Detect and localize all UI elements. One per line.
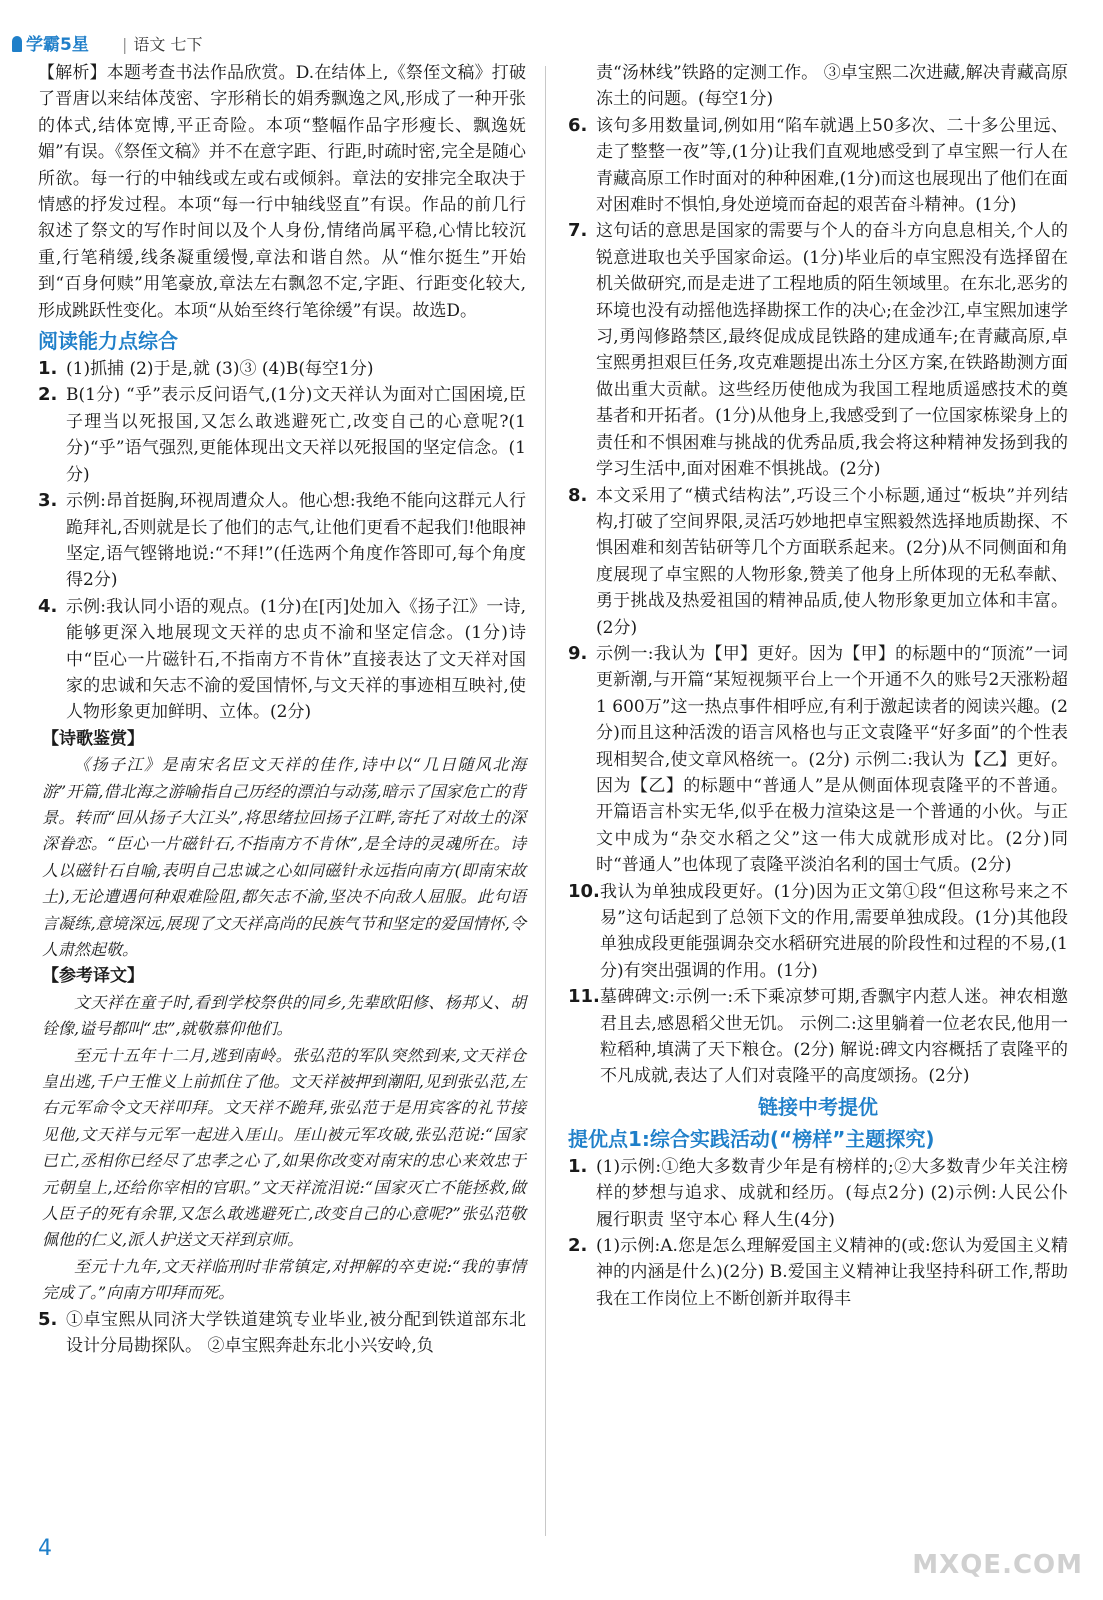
- column-divider: [545, 66, 546, 1536]
- subject-label: [122, 32, 202, 55]
- item-number: 2.: [38, 384, 58, 406]
- answer-item: [568, 641, 1068, 879]
- item-text: 示例一:我认为【甲】更好。因为【甲】的标题中的“顶流”一词更新潮,与开篇“某短视频平台上一个开通不久的账号2天涨粉超1 600万”这一热点事件相呼应,有利于激起读者的阅读兴趣。(2分)而且这种活泼的语言风格也与正文袁隆平“好多面”的个性表现相契合,使文章风格统一。(2分) 示例二:我认为【乙】更好。因为【乙】的标题中“普通人”是从侧面体现袁隆平的不普通。开篇语言朴实无华,似乎在极力渲染这是一个普通的小伙。与正文中成为“杂交水稻之父”这一伟大成就形成对比。(2分)同时“普通人”也体现了袁隆平淡泊名利的国士气质。(2分): [596, 643, 1068, 876]
- item-number: 3.: [38, 490, 58, 512]
- answer-item: [568, 218, 1068, 482]
- item-text: 责“汤林线”铁路的定测工作。 ③卓宝熙二次进藏,解决青藏高原冻土的问题。(每空1分): [596, 63, 1068, 110]
- translation-paragraph: 至元十九年,文天祥临刑时非常镇定,对押解的卒吏说:“我的事情完成了。”向南方叩拜而死。: [42, 1256, 526, 1303]
- item-number: 8.: [568, 484, 588, 506]
- answer-item: [568, 113, 1068, 219]
- answer-item: [568, 1233, 1068, 1312]
- poem-appreciation: [38, 726, 526, 1307]
- translation-paragraph: 至元十五年十二月,逃到南岭。张弘范的军队突然到来,文天祥仓皇出逃,千户王惟义上前抓住了他。文天祥被押到潮阳,见到张弘范,左右元军命令文天祥叩拜。文天祥不跪拜,张弘范于是用宾客的礼节接见他,文天祥与元军一起进入厓山。厓山被元军攻破,张弘范说:“国家已亡,丞相你已经尽了忠孝之心了,如果你改变对南宋的忠心来效忠于元朝皇上,还给你宰相的官职。”文天祥流泪说:“国家灭亡不能拯救,做人臣子的死有余罪,又怎么敢逃避死亡,改变自己的心意呢?”张弘范敬佩他的仁义,派人护送文天祥到京师。: [42, 1045, 526, 1250]
- item-text: 本文采用了“横式结构法”,巧设三个小标题,通过“板块”并列结构,打破了空间界限,灵活巧妙地把卓宝熙毅然选择地质勘探、不惧困难和刻苦钻研等几个方面联系起来。(2分)从不同侧面和角度展现了卓宝熙的人物形象,赞美了他身上所体现的无私奉献、勇于挑战及热爱祖国的精神品质,使人物形象更加立体和丰富。(2分): [596, 485, 1068, 638]
- translation-title: 【参考译文】: [42, 966, 144, 987]
- item-number: 5.: [38, 1308, 58, 1330]
- translation-paragraph: 文天祥在童子时,看到学校祭供的同乡,先辈欧阳修、杨邦乂、胡铨像,谥号都叫“忠”,就敬慕仰他们。: [42, 992, 526, 1039]
- item-text: 我认为单独成段更好。(1分)因为正文第①段“但这称号来之不易”这句话起到了总领下文的作用,需要单独成段。(1分)其他段单独成段更能强调杂交水稻研究进展的阶段性和过程的不易,(1分)有突出强调的作用。(1分): [600, 881, 1068, 981]
- item-number: 9.: [568, 642, 588, 664]
- item-text: (1)抓捕 (2)于是,就 (3)③ (4)B(每空1分): [66, 359, 374, 380]
- item-text: (1)示例:A.您是怎么理解爱国主义精神的(或:您认为爱国主义精神的内涵是什么)(2分) B.爱国主义精神让我坚持科研工作,帮助我在工作岗位上不断创新并取得丰: [596, 1236, 1068, 1309]
- poem-text: 《扬子江》是南宋名臣文天祥的佳作,诗中以“几日随风北海游”开篇,借北海之游喻指自己历经的漂泊与动荡,暗示了国家危亡的背景。转而“回从扬子大江头”,将思绪拉回扬子江畔,寄托了对故土的深深眷恋。“臣心一片磁针石,不指南方不肯休”,是全诗的灵魂所在。诗人以磁针石自喻,表明自己忠诚之心如同磁针永远指向南方(即南宋故土),无论遭遇何种艰难险阻,都矢志不渝,坚决不向敌人屈服。此句语言凝练,意境深远,展现了文天祥高尚的民族气节和坚定的爱国情怀,令人肃然起敬。: [42, 755, 526, 959]
- item-number: 1.: [568, 1155, 588, 1177]
- item-text: ①卓宝熙从同济大学铁道建筑专业毕业,被分配到铁道部东北设计分局勘探队。 ②卓宝熙奔赴东北小兴安岭,负: [66, 1309, 526, 1357]
- answer-item: [568, 984, 1068, 1090]
- header-separator: |: [122, 35, 128, 54]
- item-number: 10.: [568, 880, 600, 902]
- watermark: MXQE.COM: [912, 1550, 1083, 1580]
- item-text: 示例:我认同小语的观点。(1分)在[丙]处加入《扬子江》一诗,能够更深入地展现文天祥的忠贞不渝和坚定信念。(1分)诗中“臣心一片磁针石,不指南方不肯休”直接表达了文天祥对国家的忠诚和矢志不渝的爱国情怀,与文天祥的事迹相互映衬,使人物形象更加鲜明、立体。(2分): [66, 596, 526, 723]
- subject-text: 语文 七下: [133, 35, 203, 54]
- brand-logo: [12, 30, 89, 55]
- left-column: [38, 60, 526, 1360]
- item-number: 11.: [568, 986, 600, 1008]
- item-text: 墓碑碑文:示例一:禾下乘凉梦可期,香飘宇内惹人迷。神农相邀君且去,感恩稻父世无饥。 示例二:这里躺着一位老农民,他用一粒稻种,填满了天下粮仓。(2分) 解说:碑文内容概括了袁隆平的不凡成就,表达了人们对袁隆平的高度颂扬。(2分): [600, 987, 1068, 1087]
- section-title-tip: 提优点1:综合实践活动(“榜样”主题探究): [568, 1126, 935, 1151]
- item-text: 这句话的意思是国家的需要与个人的奋斗方向息息相关,个人的锐意进取也关乎国家命运。(1分)毕业后的卓宝熙没有选择留在机关做研究,而是走进了工程地质的陌生领域里。在东北,恶劣的环境也没有动摇他选择勘探工作的决心;在金沙江,卓宝熙加速学习,勇闯修路禁区,最终促成成昆铁路的建成通车;在青藏高原,卓宝熙勇担艰巨任务,攻克难题提出冻土分区方案,在铁路勘测方面做出重大贡献。这些经历使他成为我国工程地质遥感技术的奠基者和开拓者。(1分)从他身上,我感受到了一位国家栋梁身上的责任和不惧困难与挑战的优秀品质,我会将这种精神发扬到我的学习生活中,面对困难不惧挑战。(2分): [596, 221, 1068, 480]
- item-number: 1.: [38, 358, 58, 380]
- answer-item: [568, 1154, 1068, 1233]
- item-text: 该句多用数量词,例如用“陷车就遇上50多次、二十多公里远、走了整整一夜”等,(1分)让我们直观地感受到了卓宝熙一行人在青藏高原工作时面对的种种困难,(1分)而这也展现出了他们在面对困难时不惧怕,身处逆境而奋起的艰苦奋斗精神。(1分): [596, 115, 1068, 216]
- answer-item: [38, 382, 526, 488]
- section-title-reading: 阅读能力点综合: [38, 329, 178, 354]
- answer-item: [568, 483, 1068, 641]
- analysis-paragraph: 【解析】本题考查书法作品欣赏。D.在结体上,《祭侄文稿》打破了晋唐以来结体茂密、字形稍长的娟秀飘逸之风,形成了一种开张的体式,结体宽博,平正奇险。本项“整幅作品字形瘦长、飘逸妩媚”有误。《祭侄文稿》并不在意字距、行距,时疏时密,完全是随心所欲。每一行的中轴线或左或右或倾斜。章法的安排完全取决于情感的抒发过程。本项“每一行中轴线竖直”有误。作品的前几行叙述了祭文的写作时间以及个人身份,情绪尚属平稳,心情比较沉重,行笔稍缓,线条凝重缓慢,章法和谐自然。从“惟尔挺生”开始到“百身何赎”用笔豪放,章法左右飘忽不定,字距、行距变化较大,形成跳跃性变化。本项“从始至终行笔徐缓”有误。故选D。: [38, 63, 526, 321]
- answer-item: [38, 1307, 526, 1360]
- answer-item: [38, 488, 526, 594]
- brand-name: 学霸5星: [26, 35, 89, 55]
- page-header: [0, 0, 1103, 60]
- poem-title: 【诗歌鉴赏】: [42, 728, 144, 749]
- answer-item: [38, 356, 526, 382]
- item-number: 2.: [568, 1235, 588, 1257]
- item-text: (1)示例:①绝大多数青少年是有榜样的;②大多数青少年关注榜样的梦想与追求、成就和经历。(每点2分) (2)示例:人民公仆 履行职责 坚守本心 释人生(4分): [596, 1156, 1068, 1230]
- answer-item-continued: [568, 60, 1068, 113]
- item-text: 示例:昂首挺胸,环视周遭众人。他心想:我绝不能向这群元人行跪拜礼,否则就是长了他们的志气,让他们更看不起我们!他眼神坚定,语气铿锵地说:“不拜!”(任选两个角度作答即可,每个角度得2分): [66, 491, 526, 591]
- answer-item: [38, 594, 526, 726]
- item-number: 4.: [38, 595, 58, 617]
- right-column: [568, 60, 1068, 1312]
- answer-item: [568, 879, 1068, 985]
- item-number: 6.: [568, 114, 588, 136]
- section-title-link: 链接中考提优: [758, 1094, 878, 1119]
- item-number: 7.: [568, 220, 588, 242]
- page-number: 4: [38, 1536, 52, 1561]
- item-text: B(1分) “乎”表示反问语气,(1分)文天祥认为面对亡国困境,臣子理当以死报国,又怎么敢逃避死亡,改变自己的心意呢?(1分)“乎”语气强烈,更能体现出文天祥以死报国的坚定信念。(1分): [66, 385, 526, 485]
- brand-icon: [12, 36, 22, 52]
